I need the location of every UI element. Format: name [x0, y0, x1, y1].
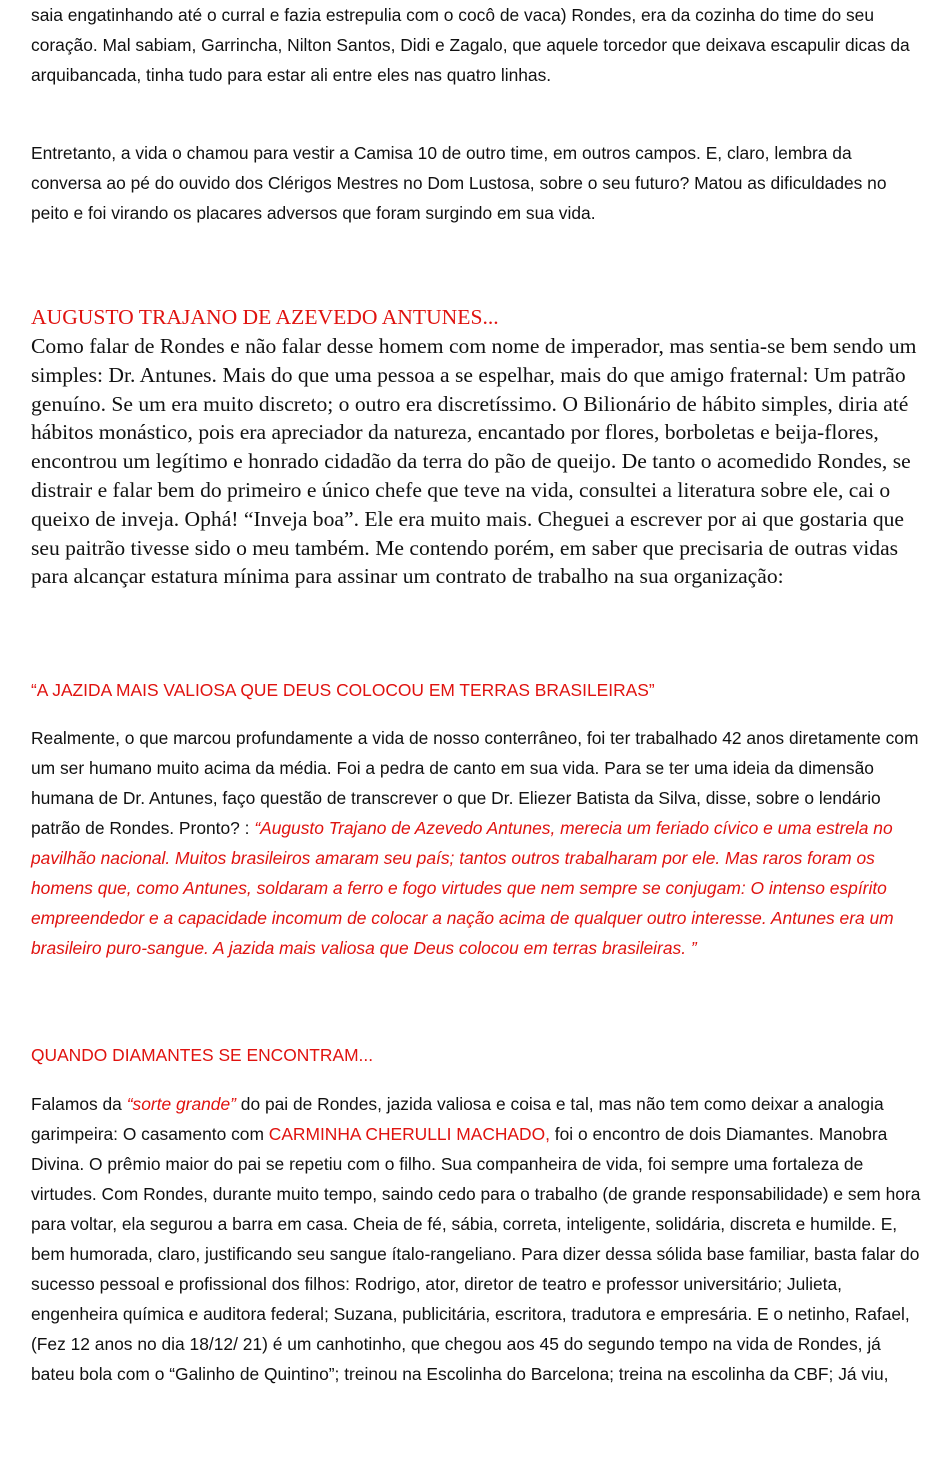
diamantes-text-2: do pai de Rondes, jazida valiosa e coisa e tal, mas não tem como deixar a analogia garimpeira: O casamento com [31, 1094, 884, 1144]
section-heading-antunes: AUGUSTO TRAJANO DE AZEVEDO ANTUNES... [31, 305, 499, 329]
jazida-paragraph [31, 723, 921, 963]
eliezer-quote: “Augusto Trajano de Azevedo Antunes, merecia um feriado cívico e uma estrela no pavilhão nacional. Muitos brasileiros amaram seu país; tantos outros trabalharam por ele. Mas raros foram os homens que, como Antunes, soldaram a ferro e fogo virtudes que nem sempre se conjugam: O intenso espírito empreendedor e a capacidade incomum de colocar a nação acima de qualquer outro interesse. Antunes era um brasileiro puro-sangue. A jazida mais valiosa que Deus colocou em terras brasileiras. ” [31, 818, 894, 958]
jazida-paragraph-text: Realmente, o que marcou profundamente a vida de nosso conterrâneo, foi ter trabalhado 42 anos diretamente com um ser humano muito acima da média. Foi a pedra de canto em sua vida. Para se ter uma ideia da dimensão humana de Dr. Antunes, faço questão de transcrever o que Dr. Eliezer Batista da Silva, disse, sobre o lendário patrão de Rondes. Pronto? : [31, 728, 919, 838]
carminha-name: CARMINHA CHERULLI MACHADO, [268, 1124, 550, 1144]
diamantes-text-1: Falamos da [31, 1094, 127, 1114]
section-heading-diamantes: QUANDO DIAMANTES SE ENCONTRAM... [31, 1045, 374, 1065]
sorte-grande-phrase: “sorte grande” [126, 1094, 236, 1114]
intro-paragraph-1: saia engatinhando até o curral e fazia estrepulia com o cocô de vaca) Rondes, era da cozinha do time do seu coração. Mal sabiam, Garrincha, Nilton Santos, Didi e Zagalo, que aquele torcedor que deixava escapulir dicas da arquibancada, tinha tudo para estar ali entre eles nas quatro linhas. [31, 5, 910, 85]
diamantes-paragraph [31, 1089, 921, 1389]
diamantes-text-3: foi o encontro de dois Diamantes. Manobra Divina. O prêmio maior do pai se repetiu com o filho. Sua companheira de vida, foi sempre uma fortaleza de virtudes. Com Rondes, durante muito tempo, saindo cedo para o trabalho (de grande responsabilidade) e sem hora para voltar, ela segurou a barra em casa. Cheia de fé, sábia, correta, inteligente, solidária, discreta e humilde. E, bem humorada, claro, justificando seu sangue ítalo-rangeliano. Para dizer dessa sólida base familiar, basta falar do sucesso pessoal e profissional dos filhos: Rodrigo, ator, diretor de teatro e professor universitário; Julieta, engenheira química e auditora federal; Suzana, publicitária, escritora, tradutora e empresária. E o netinho, Rafael, (Fez 12 anos no dia 18/12/ 21) é um canhotinho, que chegou aos 45 do segundo tempo na vida de Rondes, já bateu bola com o “Galinho de Quintino”; treinou na Escolinha do Barcelona; treina na escolinha da CBF; Já viu, [31, 1124, 921, 1384]
section-heading-jazida: “A JAZIDA MAIS VALIOSA QUE DEUS COLOCOU EM TERRAS BRASILEIRAS” [31, 680, 655, 700]
intro-paragraph-2: Entretanto, a vida o chamou para vestir a Camisa 10 de outro time, em outros campos. E, claro, lembra da conversa ao pé do ouvido dos Clérigos Mestres no Dom Lustosa, sobre o seu futuro? Matou as dificuldades no peito e foi virando os placares adversos que foram surgindo em sua vida. [31, 143, 887, 223]
antunes-paragraph: Como falar de Rondes e não falar desse homem com nome de imperador, mas sentia-se bem sendo um simples: Dr. Antunes. Mais do que uma pessoa a se espelhar, mais do que amigo fraternal: Um patrão genuíno. Se um era muito discreto; o outro era discretíssimo. O Bilionário de hábito simples, diria até hábitos monástico, pois era apreciador da natureza, encantado por flores, borboletas e beija-flores, encontrou um legítimo e honrado cidadão da terra do pão de queijo. De tanto o acomedido Rondes, se distrair e falar bem do primeiro e único chefe que teve na vida, consultei a literatura sobre ele, cai o queixo de inveja. Ophá! “Inveja boa”. Ele era muito mais. Cheguei a escrever por ai que gostaria que seu paitrão tivesse sido o meu também. Me contendo porém, em saber que precisaria de outras vidas para alcançar estatura mínima para assinar um contrato de trabalho na sua organização: [31, 334, 917, 589]
